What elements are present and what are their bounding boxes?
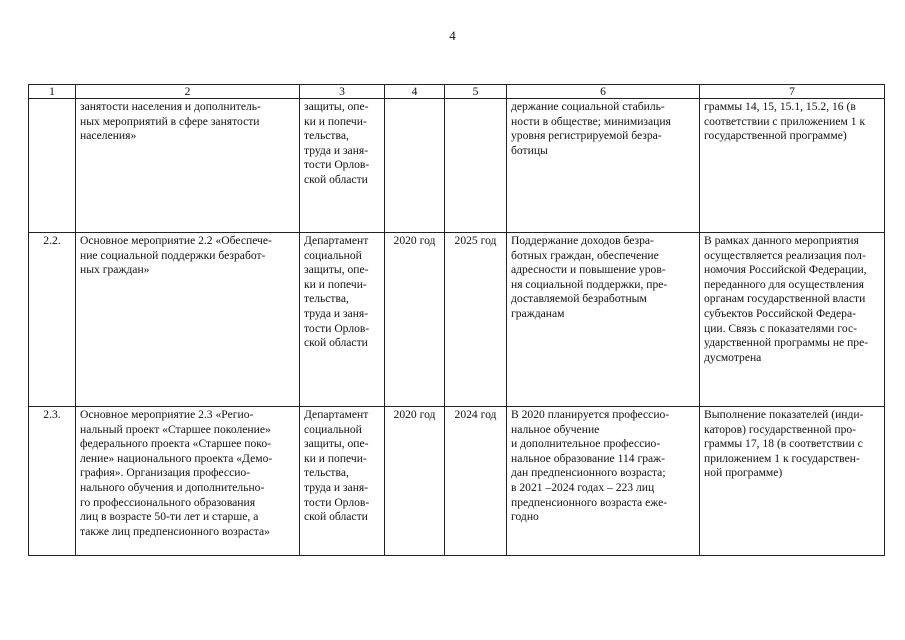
cell-line: социальной	[304, 248, 362, 262]
cell-start-year	[385, 99, 445, 233]
cell-line: ботицы	[511, 143, 548, 157]
cell-line: субъектов Российской Федера-	[704, 306, 856, 320]
cell-line: Выполнение показателей (инди-	[704, 408, 864, 421]
cell-line: предпенсионного возраста еже-	[511, 495, 668, 509]
cell-line: тости Орлов-	[304, 321, 370, 335]
cell-line: доставляемой безработным	[511, 292, 647, 306]
cell-line: Поддержание доходов безра-	[511, 234, 654, 247]
cell-line: ние социальной поддержки безработ-	[80, 248, 266, 262]
cell-line: защиты, опе-	[304, 437, 369, 451]
cell-line: ции. Связь с показателями гос-	[704, 321, 857, 335]
cell-line: соответствии с приложением 1 к	[704, 114, 866, 128]
cell-line: В 2020 планируется профессио-	[511, 408, 670, 421]
cell-line: го профессионального образования	[80, 495, 256, 509]
cell-expected-result	[507, 233, 700, 407]
cell-line: ударственной программы не пре-	[704, 336, 869, 350]
cell-line: социальной	[304, 422, 362, 436]
cell-line: ных мероприятий в сфере занятости	[80, 114, 260, 128]
cell-line: труда и заня-	[304, 143, 369, 157]
cell-executor	[300, 407, 385, 556]
cell-line: тельства,	[304, 129, 349, 143]
cell-indicator-link	[700, 99, 885, 233]
cell-line: ки и попечи-	[304, 277, 367, 291]
cell-line: осуществляется реализация пол-	[704, 248, 866, 262]
cell-line: дусмотрена	[704, 350, 762, 364]
cell-end-year: 2025 год	[445, 233, 507, 407]
cell-number	[29, 99, 76, 233]
table-row	[29, 233, 885, 407]
cell-line: годно	[511, 510, 539, 524]
cell-line: государственной программе)	[704, 129, 847, 143]
cell-line: тельства,	[304, 292, 349, 306]
cell-line: ки и попечи-	[304, 451, 367, 465]
cell-line: держание социальной стабиль-	[511, 100, 665, 113]
cell-start-year: 2020 год	[385, 233, 445, 407]
cell-line: тельства,	[304, 466, 349, 480]
cell-line: ня социальной поддержки, пре-	[511, 277, 668, 291]
cell-line: также лиц предпенсионного возраста»	[80, 524, 270, 538]
cell-event	[76, 407, 300, 556]
cell-line: ской области	[304, 336, 368, 350]
cell-line: труда и заня-	[304, 480, 369, 494]
cell-line: граммы 14, 15, 15.1, 15.2, 16 (в	[704, 100, 856, 113]
cell-line: труда и заня-	[304, 306, 369, 320]
cell-line: ки и попечи-	[304, 114, 367, 128]
cell-line: тости Орлов-	[304, 495, 370, 509]
cell-executor	[300, 233, 385, 407]
cell-number: 2.2.	[29, 233, 76, 407]
cell-line: Департамент	[304, 234, 369, 247]
cell-line: гражданам	[511, 306, 565, 320]
cell-line: тости Орлов-	[304, 158, 370, 172]
cell-line: номочия Российской Федерации,	[704, 263, 867, 277]
cell-line: нальный проект «Старшее поколение»	[80, 422, 271, 436]
cell-number: 2.3.	[29, 407, 76, 556]
column-header: 6	[507, 85, 700, 99]
column-header: 5	[445, 85, 507, 99]
header-row	[29, 85, 885, 99]
column-header: 2	[76, 85, 300, 99]
cell-line: нальное образование 114 граж-	[511, 451, 666, 465]
cell-line: ности в обществе; минимизация	[511, 114, 671, 128]
cell-line: ботных граждан, обеспечение	[511, 248, 659, 262]
cell-expected-result	[507, 99, 700, 233]
table-row	[29, 99, 885, 233]
cell-line: ской области	[304, 172, 368, 186]
cell-line: каторов) государственной про-	[704, 422, 857, 436]
column-header: 7	[700, 85, 885, 99]
cell-indicator-link	[700, 407, 885, 556]
cell-line: Департамент	[304, 408, 369, 421]
cell-line: Основное мероприятие 2.2 «Обеспече-	[80, 234, 272, 247]
cell-line: приложением 1 к государствен-	[704, 451, 860, 465]
cell-start-year: 2020 год	[385, 407, 445, 556]
cell-line: занятости населения и дополнитель-	[80, 100, 261, 113]
column-header: 1	[29, 85, 76, 99]
cell-line: органам государственной власти	[704, 292, 866, 306]
cell-line: графия». Организация профессио-	[80, 466, 251, 480]
cell-line: уровня регистрируемой безра-	[511, 129, 662, 143]
cell-indicator-link	[700, 233, 885, 407]
cell-line: переданного для осуществления	[704, 277, 864, 291]
cell-line: дан предпенсионного возраста;	[511, 466, 666, 480]
cell-end-year	[445, 99, 507, 233]
column-header: 4	[385, 85, 445, 99]
cell-line: ной программе)	[704, 466, 783, 480]
cell-line: защиты, опе-	[304, 100, 369, 113]
cell-line: граммы 17, 18 (в соответствии с	[704, 437, 863, 451]
cell-line: защиты, опе-	[304, 263, 369, 277]
cell-line: и дополнительное профессио-	[511, 437, 661, 451]
cell-line: в 2021 –2024 годах – 223 лиц	[511, 480, 655, 494]
cell-line: нального обучения и дополнительно-	[80, 480, 265, 494]
cell-line: нальное обучение	[511, 422, 600, 436]
cell-line: ных граждан»	[80, 263, 150, 277]
table-row	[29, 407, 885, 556]
cell-line: В рамках данного мероприятия	[704, 234, 859, 247]
cell-executor	[300, 99, 385, 233]
cell-line: населения»	[80, 129, 137, 143]
cell-event	[76, 233, 300, 407]
cell-end-year: 2024 год	[445, 407, 507, 556]
cell-line: лиц в возрасте 50-ти лет и старше, а	[80, 510, 259, 524]
cell-line: ление» национального проекта «Демо-	[80, 451, 273, 465]
program-table	[28, 84, 885, 556]
cell-line: федерального проекта «Старшее поко-	[80, 437, 271, 451]
page-number: 4	[449, 28, 456, 43]
column-header: 3	[300, 85, 385, 99]
cell-line: ской области	[304, 510, 368, 524]
cell-event	[76, 99, 300, 233]
cell-line: адресности и повышение уров-	[511, 263, 666, 277]
cell-line: Основное мероприятие 2.3 «Регио-	[80, 408, 254, 421]
cell-expected-result	[507, 407, 700, 556]
